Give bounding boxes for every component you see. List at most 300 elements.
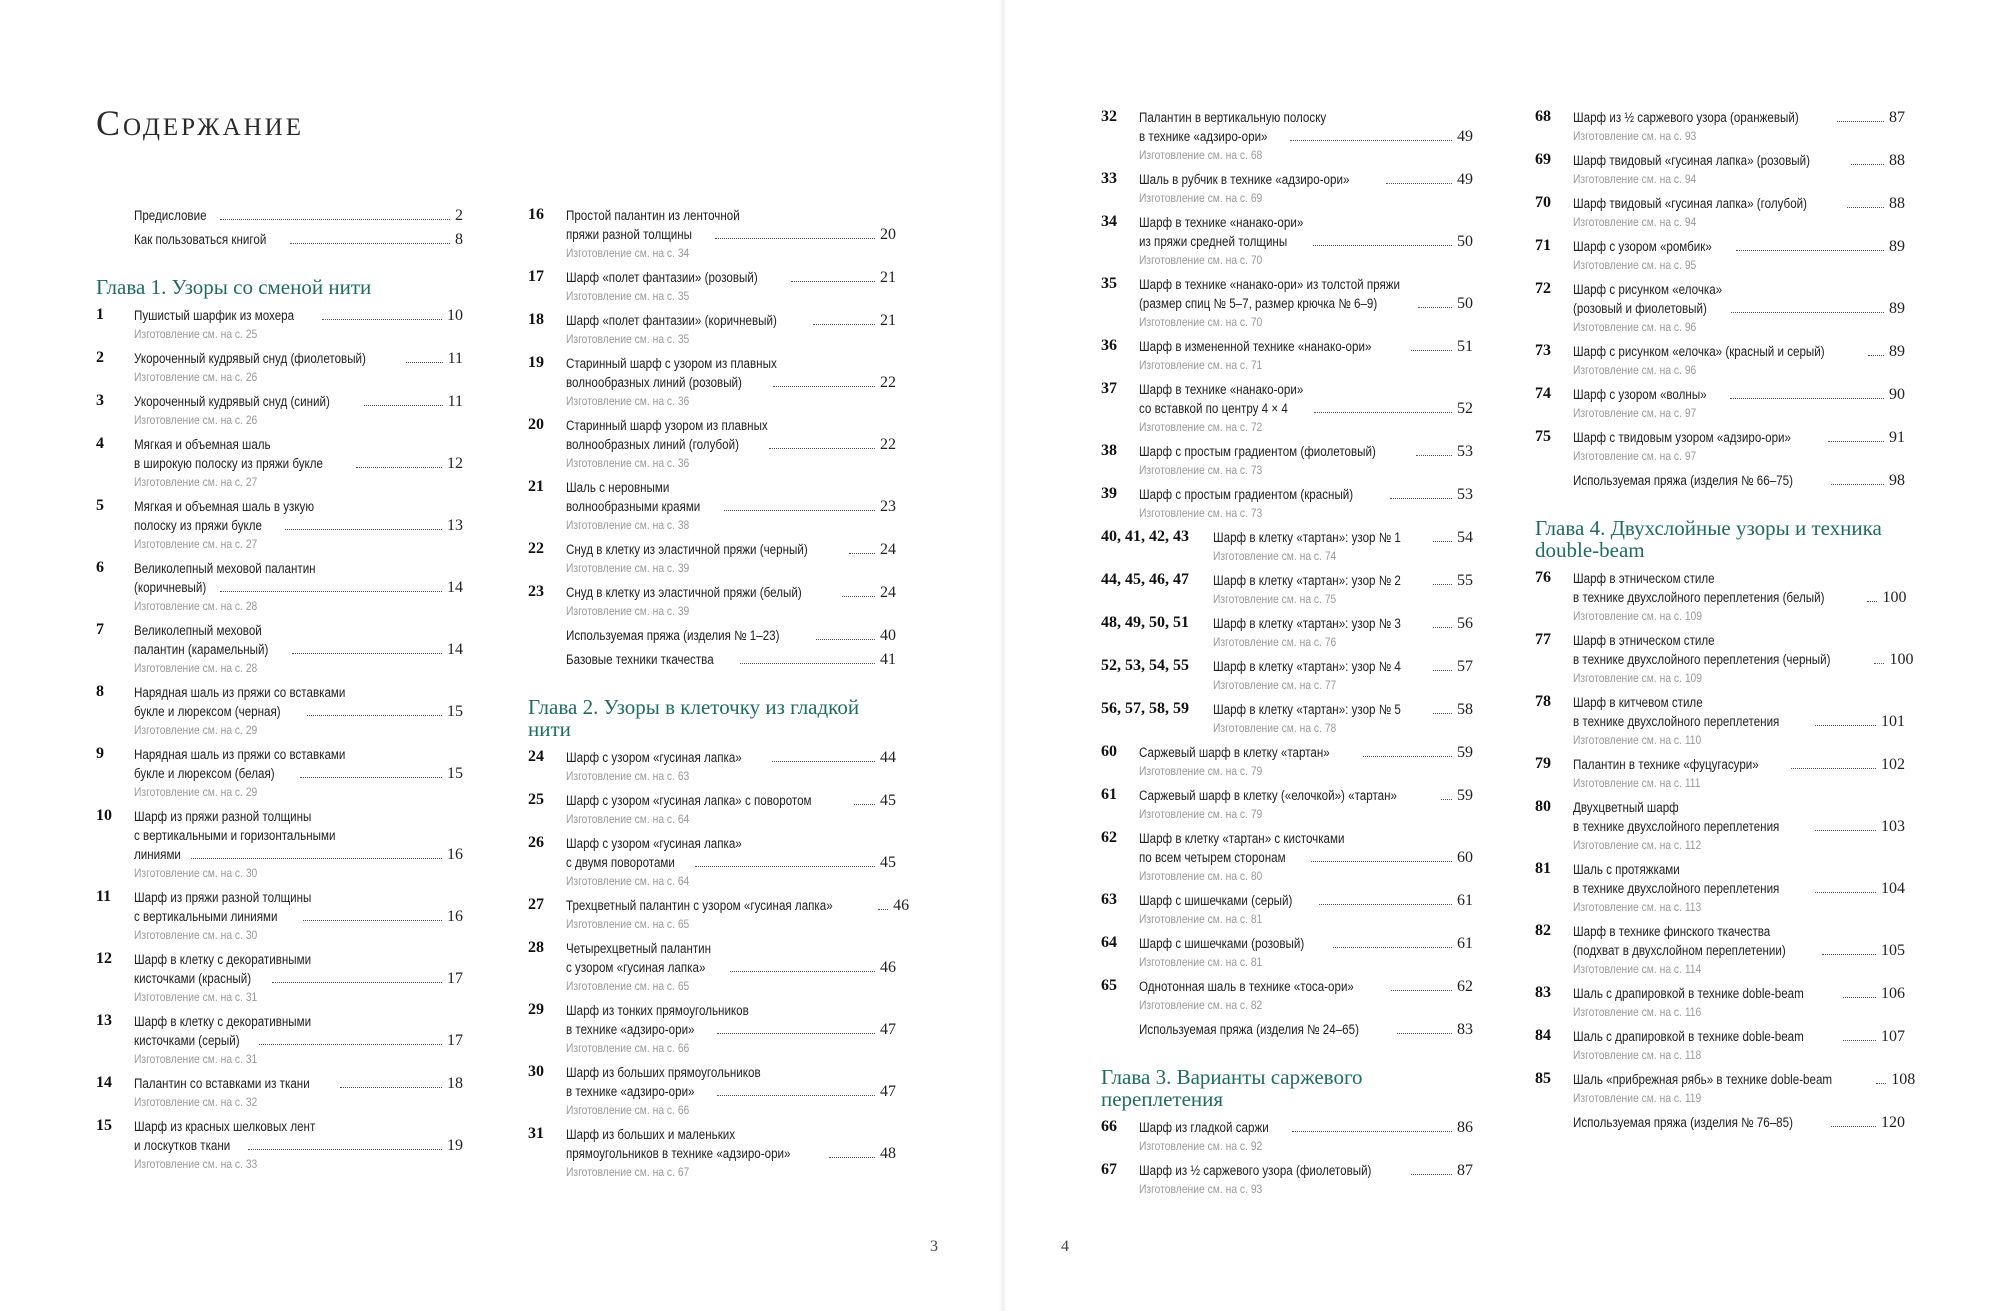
- entry-number: 36: [1101, 337, 1117, 354]
- entry-title-text: Шарф в измененной технике «нанако-ори»: [1139, 339, 1372, 354]
- entry-instructions-text: Изготовление см. на с. 109: [1573, 671, 1703, 685]
- entry-instructions-text: Изготовление см. на с. 66: [566, 1041, 690, 1055]
- entry-number: 61: [1101, 786, 1117, 803]
- entry-title-text: Старинный шарф узором из плавных: [566, 418, 768, 433]
- entry-title-line: [1139, 442, 1473, 461]
- entry-title-text: Шаль «прибрежная рябь» в технике doble-beam: [1573, 1072, 1833, 1087]
- entry-title-line: [1139, 213, 1473, 232]
- entry-instructions-ref: [1573, 1046, 1905, 1064]
- entry-title-line: [1139, 399, 1473, 418]
- entry-title-line: [566, 626, 896, 645]
- entry-title-text: Снуд в клетку из эластичной пряжи (черный): [566, 542, 808, 557]
- entry-title-line: [1573, 385, 1905, 404]
- entry-title-text: Палантин со вставками из ткани: [134, 1076, 310, 1091]
- entry-number: 56, 57, 58, 59: [1101, 700, 1189, 717]
- entry-page-number: 120: [1881, 1114, 1905, 1131]
- entry-instructions-ref: [1139, 762, 1473, 780]
- entry-instructions-text: Изготовление см. на с. 96: [1573, 363, 1697, 377]
- leader-dots: [303, 919, 442, 921]
- entry-title-line: [134, 516, 463, 535]
- entry-instructions-text: Изготовление см. на с. 109: [1573, 609, 1703, 623]
- page-number-right: 4: [1061, 1238, 1069, 1255]
- entry-title-line: [1573, 1113, 1905, 1132]
- entry-instructions-ref: [1139, 910, 1473, 928]
- entry-title-line: [566, 478, 896, 497]
- entry-instructions-text: Изготовление см. на с. 79: [1139, 807, 1263, 821]
- entry-instructions-text: Изготовление см. на с. 36: [566, 394, 690, 408]
- entry-title-line: [1139, 891, 1473, 910]
- entry-page-number: 60: [1457, 849, 1473, 866]
- entry-instructions-text: Изготовление см. на с. 77: [1213, 678, 1337, 692]
- entry-number: 67: [1101, 1161, 1117, 1178]
- entry-title-text: в технике «адзиро-ори»: [566, 1084, 695, 1099]
- entry-instructions-text: Изготовление см. на с. 64: [566, 874, 690, 888]
- entry-instructions-ref: [134, 1050, 463, 1068]
- entry-title-line: [566, 540, 896, 559]
- entry-instructions-text: Изготовление см. на с. 95: [1573, 258, 1697, 272]
- entry-title-line: [566, 1125, 896, 1144]
- entry-title-line: [1139, 294, 1473, 313]
- leader-dots: [300, 776, 442, 778]
- entry-page-number: 11: [447, 350, 463, 367]
- entry-number: 9: [96, 745, 104, 762]
- entry-number: 1: [96, 306, 104, 323]
- chapter-heading: Глава 4. Двухслойные узоры и техника double-beam: [1535, 516, 1882, 562]
- entry-title-text: Шарф в китчевом стиле: [1573, 695, 1703, 710]
- entry-title-line: [1573, 798, 1905, 817]
- entry-instructions-text: Изготовление см. на с. 65: [566, 917, 690, 931]
- entry-title-text: Шарф в клетку «тартан»: узор № 4: [1213, 659, 1401, 674]
- entry-title-line: [566, 834, 896, 853]
- entry-title-text: Используемая пряжа (изделия № 24–65): [1139, 1022, 1359, 1037]
- entry-title-text: Нарядная шаль из пряжи со вставками: [134, 685, 346, 700]
- entry-title-line: [566, 354, 896, 373]
- chapter-heading: Глава 1. Узоры со сменой нити: [96, 275, 372, 299]
- entry-title-line: [1573, 428, 1905, 447]
- chapter-heading: Глава 2. Узоры в клеточку из гладкой нити: [528, 695, 860, 741]
- entry-title-text: Великолепный меховой палантин: [134, 561, 316, 576]
- entry-title-line: [566, 1001, 896, 1020]
- entry-instructions-ref: [566, 1039, 896, 1057]
- entry-page-number: 91: [1889, 429, 1905, 446]
- entry-instructions-text: Изготовление см. на с. 110: [1573, 733, 1702, 747]
- entry-page-number: 56: [1457, 615, 1473, 632]
- entry-title-text: Базовые техники ткачества: [566, 652, 714, 667]
- leader-dots: [1843, 1039, 1876, 1041]
- book-gutter: [999, 0, 1007, 1311]
- entry-title-text: Простой палантин из ленточной: [566, 208, 740, 223]
- entry-number: 24: [528, 748, 544, 765]
- entry-title-text: Шарф с простым градиентом (красный): [1139, 487, 1354, 502]
- entry-page-number: 10: [447, 307, 463, 324]
- entry-page-number: 15: [447, 703, 463, 720]
- entry-title-text: Палантин в технике «фуцугасури»: [1573, 757, 1759, 772]
- leader-dots: [816, 638, 875, 640]
- entry-title-text: Старинный шарф с узором из плавных: [566, 356, 777, 371]
- entry-page-number: 89: [1889, 300, 1905, 317]
- entry-instructions-text: Изготовление см. на с. 33: [134, 1157, 258, 1171]
- entry-title-line: [134, 230, 463, 249]
- leader-dots: [1837, 120, 1884, 122]
- entry-number: 75: [1535, 428, 1551, 445]
- entry-title-text: Шарф с рисунком «елочка»: [1573, 282, 1723, 297]
- entry-title-line: [566, 791, 896, 810]
- entry-instructions-ref: [1139, 461, 1473, 479]
- entry-title-text: в технике двухслойного переплетения: [1573, 881, 1780, 896]
- entry-page-number: 24: [880, 541, 896, 558]
- leader-dots: [842, 595, 875, 597]
- entry-instructions-ref: [1139, 313, 1473, 331]
- leader-dots: [1433, 669, 1452, 671]
- entry-instructions-ref: [1139, 953, 1473, 971]
- entry-instructions-text: Изготовление см. на с. 73: [1139, 463, 1263, 477]
- chapter-heading: Глава 3. Варианты саржевого переплетения: [1101, 1065, 1363, 1111]
- entry-title-line: [134, 435, 463, 454]
- entry-title-line: [134, 206, 463, 225]
- entry-page-number: 17: [447, 1032, 463, 1049]
- entry-title-line: [566, 311, 896, 330]
- entry-number: 27: [528, 896, 544, 913]
- entry-title-line: [566, 1144, 896, 1163]
- entry-page-number: 47: [880, 1083, 896, 1100]
- entry-title-text: волнообразных линий (розовый): [566, 375, 742, 390]
- entry-title-text: с двумя поворотами: [566, 855, 675, 870]
- entry-page-number: 53: [1457, 443, 1473, 460]
- entry-instructions-ref: [1213, 719, 1473, 737]
- entry-title-line: [1139, 485, 1473, 504]
- entry-title-text: Шарф «полет фантазии» (розовый): [566, 270, 758, 285]
- leader-dots: [292, 652, 442, 654]
- entry-page-number: 61: [1457, 935, 1473, 952]
- leader-dots: [1433, 712, 1452, 714]
- entry-title-line: [1573, 650, 1914, 669]
- entry-instructions-text: Изготовление см. на с. 78: [1213, 721, 1337, 735]
- entry-instructions-ref: [1573, 256, 1905, 274]
- entry-number: 7: [96, 621, 104, 638]
- entry-title-line: [1573, 1027, 1905, 1046]
- entry-number: 2: [96, 349, 104, 366]
- entry-number: 66: [1101, 1118, 1117, 1135]
- entry-title-line: [566, 939, 896, 958]
- leader-dots: [1731, 311, 1884, 313]
- entry-title-text: (подхват в двухслойном переплетении): [1573, 943, 1786, 958]
- entry-number: 69: [1535, 151, 1551, 168]
- entry-title-text: Саржевый шарф в клетку («елочкой») «тартан»: [1139, 788, 1397, 803]
- entry-title-text: Шарф в технике финского ткачества: [1573, 924, 1771, 939]
- entry-instructions-text: Изготовление см. на с. 25: [134, 327, 258, 341]
- entry-title-text: и лоскутков ткани: [134, 1138, 231, 1153]
- entry-title-line: [134, 702, 463, 721]
- leader-dots: [1736, 249, 1884, 251]
- leader-dots: [1791, 767, 1876, 769]
- entry-title-text: Шарф с узором «гусиная лапка»: [566, 750, 742, 765]
- entry-title-line: [1573, 299, 1905, 318]
- entry-page-number: 20: [880, 226, 896, 243]
- entry-instructions-text: Изготовление см. на с. 26: [134, 370, 258, 384]
- entry-title-text: Шарф с шишечками (серый): [1139, 893, 1293, 908]
- entry-page-number: 46: [893, 897, 910, 914]
- entry-title-text: Шарф с узором «волны»: [1573, 387, 1707, 402]
- entry-title-text: с узором «гусиная лапка»: [566, 960, 706, 975]
- entry-title-text: Шарф из тонких прямоугольников: [566, 1003, 749, 1018]
- entry-number: 35: [1101, 275, 1117, 292]
- entry-number: 71: [1535, 237, 1551, 254]
- entry-title-line: [566, 1063, 896, 1082]
- entry-title-text: в технике двухслойного переплетения (белый): [1573, 590, 1825, 605]
- entry-instructions-text: Изготовление см. на с. 28: [134, 599, 258, 613]
- entry-title-text: букле и люрексом (черная): [134, 704, 281, 719]
- entry-title-text: (розовый и фиолетовый): [1573, 301, 1707, 316]
- entry-title-text: Используемая пряжа (изделия № 76–85): [1573, 1115, 1793, 1130]
- leader-dots: [717, 1094, 875, 1096]
- entry-title-line: [1139, 829, 1473, 848]
- entry-title-line: [134, 1136, 463, 1155]
- entry-title-line: [1139, 170, 1473, 189]
- entry-title-text: Шарф с узором «ромбик»: [1573, 239, 1712, 254]
- entry-instructions-ref: [1139, 251, 1473, 269]
- entry-instructions-ref: [134, 535, 463, 553]
- entry-title-text: в технике «адзиро-ори»: [566, 1022, 695, 1037]
- entry-title-text: Шарф с шишечками (розовый): [1139, 936, 1305, 951]
- entry-title-text: с вертикальными и горизонтальными: [134, 828, 336, 843]
- entry-page-number: 101: [1881, 713, 1905, 730]
- entry-number: 23: [528, 583, 544, 600]
- leader-dots: [1433, 540, 1452, 542]
- leader-dots: [772, 760, 875, 762]
- entry-title-line: [134, 826, 463, 845]
- entry-page-number: 100: [1889, 651, 1914, 668]
- entry-instructions-ref: [566, 977, 896, 995]
- entry-title-line: [1573, 817, 1905, 836]
- entry-title-line: [566, 435, 896, 454]
- entry-title-line: [566, 373, 896, 392]
- entry-page-number: 59: [1457, 787, 1473, 804]
- entry-title-line: [134, 1074, 463, 1093]
- entry-title-text: Шарф из ½ саржевого узора (оранжевый): [1573, 110, 1799, 125]
- entry-page-number: 100: [1882, 589, 1907, 606]
- entry-page-number: 44: [880, 749, 896, 766]
- entry-number: 65: [1101, 977, 1117, 994]
- leader-dots: [769, 447, 875, 449]
- entry-title-text: Шарф в клетку «тартан» с кисточками: [1139, 831, 1345, 846]
- entry-title-text: Шарф в клетку «тартан»: узор № 3: [1213, 616, 1401, 631]
- leader-dots: [307, 714, 442, 716]
- entry-instructions-ref: [134, 864, 463, 882]
- entry-instructions-ref: [1139, 146, 1473, 164]
- entry-title-line: [1139, 232, 1473, 251]
- entry-instructions-text: Изготовление см. на с. 119: [1573, 1091, 1702, 1105]
- entry-instructions-text: Изготовление см. на с. 39: [566, 604, 690, 618]
- entry-title-line: [1573, 984, 1905, 1003]
- entry-instructions-ref: [134, 783, 463, 801]
- entry-number: 81: [1535, 860, 1551, 877]
- entry-instructions-ref: [1573, 361, 1905, 379]
- entry-number: 79: [1535, 755, 1551, 772]
- entry-page-number: 52: [1457, 400, 1473, 417]
- entry-title-text: Шарф в технике «нанако-ори»: [1139, 382, 1304, 397]
- entry-instructions-ref: [1139, 504, 1473, 522]
- entry-instructions-ref: [566, 392, 896, 410]
- entry-title-text: Укороченный кудрявый снуд (синий): [134, 394, 330, 409]
- entry-title-line: [134, 497, 463, 516]
- entry-page-number: 53: [1457, 486, 1473, 503]
- entry-instructions-text: Изготовление см. на с. 35: [566, 289, 690, 303]
- right-page: [1003, 0, 2006, 1311]
- entry-page-number: 54: [1457, 529, 1473, 546]
- entry-title-line: [566, 853, 896, 872]
- entry-number: 20: [528, 416, 544, 433]
- leader-dots: [1311, 860, 1452, 862]
- entry-number: 70: [1535, 194, 1551, 211]
- entry-number: 5: [96, 497, 104, 514]
- entry-title-text: из пряжи средней толщины: [1139, 234, 1288, 249]
- leader-dots: [773, 385, 875, 387]
- entry-page-number: 88: [1889, 195, 1905, 212]
- entry-title-text: Двухцветный шарф: [1573, 800, 1679, 815]
- entry-number: 8: [96, 683, 104, 700]
- entry-title-line: [1573, 693, 1905, 712]
- entry-title-line: [1139, 1161, 1473, 1180]
- entry-title-line: [566, 583, 896, 602]
- entry-instructions-text: Изготовление см. на с. 94: [1573, 172, 1697, 186]
- entry-number: 18: [528, 311, 544, 328]
- entry-page-number: 48: [880, 1145, 896, 1162]
- entry-title-text: Шаль с неровными: [566, 480, 670, 495]
- entry-instructions-ref: [1573, 774, 1905, 792]
- entry-title-line: [134, 1117, 463, 1136]
- leader-dots: [829, 1156, 875, 1158]
- entry-instructions-text: Изготовление см. на с. 114: [1573, 962, 1702, 976]
- entry-page-number: 15: [447, 765, 463, 782]
- entry-page-number: 12: [447, 455, 463, 472]
- entry-instructions-text: Изготовление см. на с. 97: [1573, 449, 1697, 463]
- entry-instructions-text: Изготовление см. на с. 27: [134, 475, 258, 489]
- entry-page-number: 89: [1889, 238, 1905, 255]
- entry-page-number: 57: [1457, 658, 1473, 675]
- entry-instructions-ref: [1573, 1003, 1905, 1021]
- entry-instructions-ref: [1139, 805, 1473, 823]
- leader-dots: [1292, 1130, 1452, 1132]
- entry-title-text: по всем четырем сторонам: [1139, 850, 1286, 865]
- entry-number: 15: [96, 1117, 112, 1134]
- entry-instructions-ref: [134, 325, 463, 343]
- entry-page-number: 55: [1457, 572, 1473, 589]
- entry-instructions-text: Изготовление см. на с. 28: [134, 661, 258, 675]
- entry-page-number: 88: [1889, 152, 1905, 169]
- leader-dots: [220, 590, 442, 592]
- entry-title-text: в технике двухслойного переплетения: [1573, 714, 1780, 729]
- entry-instructions-text: Изготовление см. на с. 97: [1573, 406, 1697, 420]
- entry-title-line: [566, 896, 910, 915]
- leader-dots: [1815, 829, 1876, 831]
- entry-title-text: Шарф в клетку «тартан»: узор № 2: [1213, 573, 1401, 588]
- leader-dots: [730, 970, 875, 972]
- entry-page-number: 11: [447, 393, 463, 410]
- entry-instructions-text: Изготовление см. на с. 81: [1139, 955, 1263, 969]
- entry-title-line: [134, 454, 463, 473]
- entry-page-number: 23: [880, 498, 896, 515]
- leader-dots: [1411, 1173, 1452, 1175]
- entry-instructions-text: Изготовление см. на с. 70: [1139, 315, 1263, 329]
- entry-page-number: 16: [447, 846, 463, 863]
- entry-title-line: [134, 392, 463, 411]
- entry-title-line: [1139, 1020, 1473, 1039]
- entry-instructions-text: Изготовление см. на с. 63: [566, 769, 690, 783]
- entry-title-line: [134, 1012, 463, 1031]
- entry-page-number: 16: [447, 908, 463, 925]
- entry-title-text: Шаль в рубчик в технике «адзиро-ори»: [1139, 172, 1350, 187]
- leader-dots: [356, 466, 442, 468]
- entry-page-number: 51: [1457, 338, 1473, 355]
- entry-instructions-ref: [1573, 127, 1905, 145]
- entry-instructions-text: Изготовление см. на с. 35: [566, 332, 690, 346]
- entry-title-text: Шарф в этническом стиле: [1573, 633, 1715, 648]
- entry-page-number: 108: [1891, 1071, 1916, 1088]
- entry-page-number: 87: [1889, 109, 1905, 126]
- entry-title-line: [134, 349, 463, 368]
- entry-instructions-ref: [1139, 356, 1473, 374]
- entry-instructions-text: Изготовление см. на с. 93: [1139, 1182, 1263, 1196]
- entry-title-text: Снуд в клетку из эластичной пряжи (белый): [566, 585, 802, 600]
- entry-instructions-ref: [1139, 867, 1473, 885]
- entry-title-line: [1573, 1070, 1916, 1089]
- entry-number: 72: [1535, 280, 1551, 297]
- entry-instructions-text: Изготовление см. на с. 32: [134, 1095, 258, 1109]
- entry-title-text: Шарф из красных шелковых лент: [134, 1119, 316, 1134]
- entry-title-line: [1139, 743, 1473, 762]
- entry-instructions-text: Изготовление см. на с. 74: [1213, 549, 1337, 563]
- entry-number: 29: [528, 1001, 544, 1018]
- entry-page-number: 13: [447, 517, 463, 534]
- entry-page-number: 83: [1457, 1021, 1473, 1038]
- entry-instructions-ref: [134, 659, 463, 677]
- leader-dots: [1730, 397, 1884, 399]
- entry-title-line: [566, 497, 896, 516]
- entry-instructions-ref: [566, 330, 896, 348]
- entry-instructions-text: Изготовление см. на с. 75: [1213, 592, 1337, 606]
- leader-dots: [1815, 891, 1876, 893]
- leader-dots: [1290, 139, 1452, 141]
- entry-number: 63: [1101, 891, 1117, 908]
- entry-instructions-ref: [566, 810, 896, 828]
- leader-dots: [1822, 953, 1876, 955]
- entry-title-line: [1213, 571, 1473, 590]
- entry-page-number: 21: [880, 269, 896, 286]
- entry-title-text: Предисловие: [134, 208, 207, 223]
- entry-title-line: [566, 1020, 896, 1039]
- leader-dots: [1333, 946, 1452, 948]
- entry-number: 37: [1101, 380, 1117, 397]
- leader-dots: [1319, 903, 1452, 905]
- entry-title-line: [134, 306, 463, 325]
- entry-instructions-ref: [1139, 996, 1473, 1014]
- entry-number: 6: [96, 559, 104, 576]
- entry-instructions-ref: [1573, 960, 1905, 978]
- entry-title-text: волнообразных линий (голубой): [566, 437, 739, 452]
- entry-title-text: пряжи разной толщины: [566, 227, 693, 242]
- entry-title-line: [134, 807, 463, 826]
- leader-dots: [1815, 724, 1876, 726]
- entry-instructions-ref: [566, 559, 896, 577]
- entry-number: 74: [1535, 385, 1551, 402]
- leader-dots: [1314, 411, 1452, 413]
- entry-title-text: Шарф из пряжи разной толщины: [134, 809, 312, 824]
- entry-title-text: Однотонная шаль в технике «тоса-ори»: [1139, 979, 1354, 994]
- entry-instructions-ref: [566, 767, 896, 785]
- entry-instructions-text: Изготовление см. на с. 36: [566, 456, 690, 470]
- entry-number: 10: [96, 807, 112, 824]
- leader-dots: [1416, 454, 1452, 456]
